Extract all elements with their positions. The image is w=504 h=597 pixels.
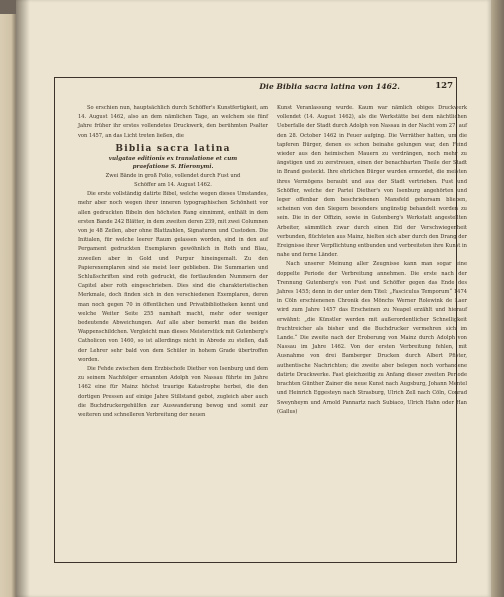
- page-stack-edge: [491, 0, 504, 597]
- body-paragraph: Die erste vollständig datirte Bibel, welche wegen dieses Umstandes, mehr aber noch wegen ihrer inneren typographischen Schönheit vor allen gedruckten Bibeln den höchsten Rang einnimmt, enthält in dem ersten Bande 242 Blätter, in dem zweiten deren 239, mit zwei Columnen von je 48 Zeilen, aber ohne Blattzahlen, Signaturen und Custoden. Die Initialen, für welche leerer Raum gelassen worden, sind in den auf Pergament gedruckten Exemplaren gewöhnlich in Roth und Blau, zuweilen aber in Gold und Purpur hineingemalt. Zu den Papierexemplaren sind sie meist leer geblieben. Die Summarien und Schlußschriften sind roth gedruckt, die fortlaufenden Nummern der Capitel aber roth eingeschrieben. Dies sind die charakteristischen Merkmale, doch finden sich in den verschiedenen Exemplaren, deren man noch gegen 70 in öffentlichen und Privatbibliotheken kennt und welche Weiter Seite 255 namhaft macht, mehr oder weniger bedeutende Abweichungen. Auf alle aber bemerkt man die beiden Wappenschildchen. Vergleicht man dieses Meisterstück mit Gutenberg's Catholicon von 1460, so ist allerdings nicht in Abrede zu stellen, daß der Lehrer sehr bald von dem Schüler in hohem Grade übertroffen worden.: [78, 191, 268, 363]
- body-paragraph: Kunst Veranlassung wurde. Kaum war nämlich obiges Druckwerk vollendet (14. August 1462), als die Werkstätte bei dem nächtlichen Ueberfalle der Stadt durch Adolph von Nassau in der Nacht vom 27. auf den 28. October 1462 in Feuer aufging. Die Verräther hatten, um die tapferen Bürger, denen es schon beinahe gelungen war, den Feind wieder aus den heimischen Mauern zu verdrängen, noch mehr zu ängstigen und zu zerstreuen, einen der benachbarten Theile der Stadt in Brand gesteckt. Ihre ehrlichen Bürger wurden ermordet, die meisten ihres Vermögens beraubt und aus der Stadt vertrieben. Fust und Schöffer, welche der Partei Diether's von Isenburg angehörten und leger offenbar dem beschriebenen Mansfeld gehorsam blieben, scheinen von den Siegern besonders ungünstig behandelt worden zu sein. Die in der Offizin, sowie in Gutenberg's Werkstatt angestellten Arbeiter, sämmtlich zwar durch einen Eid der Verschwiegenheit verbunden, flüchteten aus Mainz, hielten sich aber durch den Drang der Ereignisse ihrer Verpflichtung entbunden und verbreiteten ihre Kunst in nahe und ferne Länder.: [277, 105, 467, 259]
- left-page-edge: [0, 14, 17, 597]
- format-line-1: Zwei Bände in groß Folio, vollendet durch Fust und: [105, 172, 241, 179]
- intro-paragraph: So erschien nun, hauptsächlich durch Schöffer's Kunstfertigkeit, am 14. August 1462, also an dem nämlichen Tage, an welchem sie fünf Jahre früher ihr erstes vollendetes Druckwerk, den berühmten Psalter von 1457, an das Licht treten ließen, die: [78, 105, 268, 139]
- right-text-column: [277, 104, 467, 417]
- body-paragraph-2: Die Fehde zwischen dem Erzbischofe Diether von Isenburg und dem zu seinem Nachfolger ernannten Adolph von Nassau führte im Jahre 1462 eine für Mainz höchst traurige Katastrophe herbei, die den dortigen Pressen auf einige Jahre Stillstand gebot, zugleich aber auch die Buchdruckergehülfen zur Auswanderung bewog und somit zur weiteren und schnelleren Verbreitung der neuen: [78, 366, 268, 419]
- left-text-column: [78, 104, 268, 420]
- page-header: [170, 80, 461, 94]
- body-paragraph-2: Nach unserer Meinung aller Zeugnisse kann man sogar eine doppelte Periode der Verbreitung annehmen. Die erste nach der Trennung Gutenberg's von Fust und Schöffer gegen das Ende des Jahres 1455; denn in der unter dem Titel: „Fasciculus Temporum“ 1474 in Cöln erschienenen Chronik des Mönchs Werner Rolewink de Laer wird zum Jahre 1457 das Erscheinen zu Neapel erzählt und hierauf erwähnt: „die Künstler werden mit außerordentlicher Schnelligkeit fruchtreicher als bisher und die Buchdrucker vermehren sich im Lande.“ Die zweite nach der Eroberung von Mainz durch Adolph von Nassau im Jahre 1462. Von der ersten Verbreitung fehlen, mit Ausnahme von drei Bamberger Drucken durch Albert Pfister, authentische Nachrichten; die zweite aber belegen noch vorhandene datirte Druckwerke. Fast gleichzeitig zu Anfang dieser zweiten Periode brachten Günther Zainer die neue Kunst nach Augsburg, Johann Mentel und Heinrich Eggesteyn nach Strasburg, Ulrich Zell nach Cöln, Conrad Sweynheym und Arnold Pannartz nach Subiaco, Ulrich Hahn oder Han (Gallus): [277, 261, 467, 415]
- page-number: 127: [435, 81, 453, 91]
- section-subtitle-line-1: vulgatae editionis ex translatione et cum: [108, 155, 238, 162]
- spine-shadow: [16, 0, 30, 597]
- section-subtitle-line-2: praefatione S. Hieronymi.: [132, 164, 214, 171]
- format-line-2: Schöffer am 14. August 1462.: [134, 182, 212, 189]
- section-title: Biblia sacra latina: [115, 143, 231, 154]
- running-title: Die Biblia sacra latina von 1462.: [259, 82, 400, 91]
